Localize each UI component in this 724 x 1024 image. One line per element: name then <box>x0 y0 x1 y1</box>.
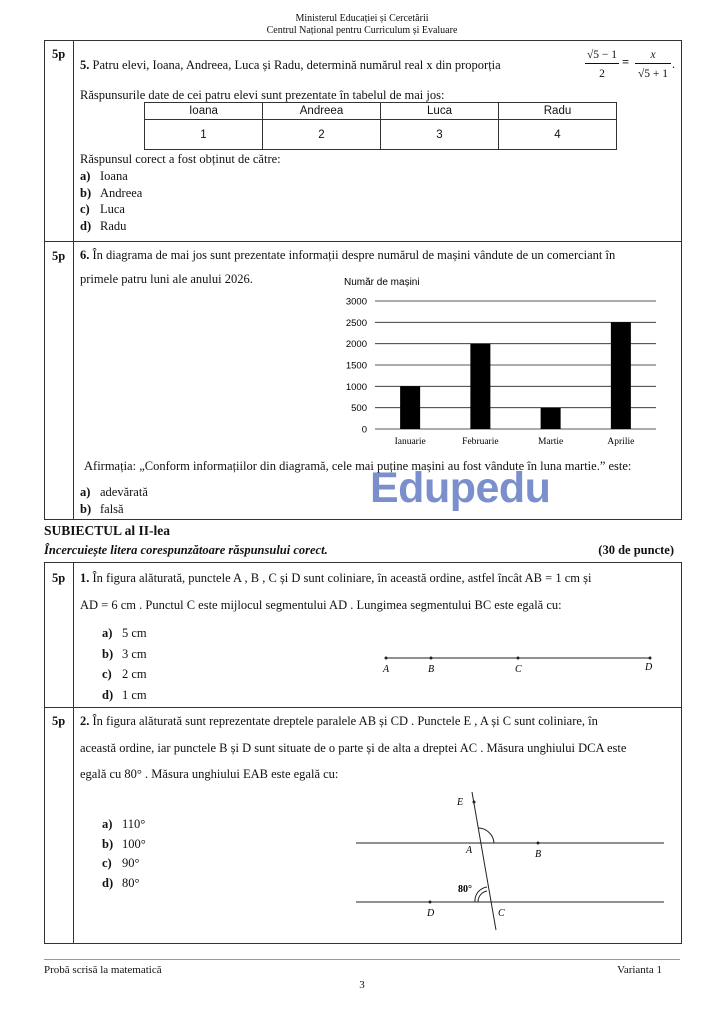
option-c[interactable]: c) Luca <box>80 202 125 216</box>
option-a[interactable]: a) 5 cm <box>102 626 147 640</box>
option-b[interactable]: b) 3 cm <box>102 646 147 661</box>
label-d: D <box>427 908 435 919</box>
q6-statement-line1: 6. În diagrama de mai jos sunt prezentate informații despre numărul de mașini vândute de un comerciant în <box>80 248 616 262</box>
collinear-points-figure <box>376 648 666 678</box>
y-tick-label: 2500 <box>345 317 367 329</box>
label-c: C <box>515 664 522 675</box>
s2q1-number: 1. <box>80 571 90 585</box>
table-cell: 1 <box>145 120 263 150</box>
point-b <box>430 657 433 660</box>
option-b[interactable]: b) 100° <box>102 836 146 851</box>
q5-number: 5. <box>80 58 90 72</box>
line-eac <box>472 792 496 930</box>
label-a: A <box>466 845 473 856</box>
angle-label: 80° <box>458 884 472 895</box>
label-b: B <box>428 664 435 675</box>
option-a[interactable]: a) adevărată <box>80 485 148 499</box>
q6-claim: Afirmația: „Conform informațiilor din diagramă, cele mai puține mașini au fost vândute în luna martie.” este: <box>84 459 632 473</box>
label-e: E <box>457 797 464 808</box>
label-c: C <box>498 908 505 919</box>
section-title: SUBIECTUL al II-lea <box>44 523 171 538</box>
table-header: Andreea <box>263 103 381 120</box>
label-d: D <box>645 662 653 673</box>
header-ministry: Ministerul Educației și Cercetării <box>295 13 429 24</box>
frac2-denominator: √5 + 1 <box>637 68 669 80</box>
point-d <box>429 901 432 904</box>
sales-bar-chart <box>330 272 670 452</box>
header-center: Centrul Național pentru Curriculum și Evaluare <box>266 25 458 36</box>
section-instruction: Încercuiește litera corespunzătoare răspunsului corect. <box>44 543 328 557</box>
q5-intro: Răspunsurile date de cei patru elevi sunt prezentate în tabelul de mai jos: <box>80 88 445 102</box>
bar-februarie <box>470 344 490 429</box>
option-d[interactable]: d) 80° <box>102 875 140 890</box>
s2q2-number: 2. <box>80 714 90 728</box>
table-cell: 2 <box>263 120 381 150</box>
q5-statement <box>80 57 580 73</box>
q5-options <box>80 168 142 234</box>
y-tick-label: 1000 <box>345 381 367 393</box>
q6-number: 6. <box>80 248 90 262</box>
table-header: Luca <box>381 103 499 120</box>
q6-options <box>80 484 148 517</box>
x-tick-label: Februarie <box>462 437 499 447</box>
y-tick-label: 0 <box>361 424 367 436</box>
y-tick-label: 500 <box>351 403 367 415</box>
option-c[interactable]: c) 2 cm <box>102 667 147 681</box>
q5-answers-table <box>144 102 617 150</box>
watermark-logo: Edupedu <box>370 464 551 512</box>
page-number: 3 <box>359 979 365 991</box>
q6-statement-line2: primele patru luni ale anului 2026. <box>80 272 253 286</box>
point-b <box>537 842 540 845</box>
parallel-lines-figure <box>350 790 670 935</box>
option-a[interactable]: a) 110° <box>102 817 146 831</box>
q6-score: 5p <box>52 249 66 263</box>
s2q1-line2: AD = 6 cm . Punctul C este mijlocul segmentului AD . Lungimea segmentului BC este egală cu: <box>80 598 562 612</box>
s2q2-score: 5p <box>52 714 66 728</box>
table-cell: 4 <box>499 120 617 150</box>
table-header: Radu <box>499 103 617 120</box>
table-header: Ioana <box>145 103 263 120</box>
label-b: B <box>535 849 542 860</box>
option-b[interactable]: b) falsă <box>80 501 124 516</box>
s2q2-options <box>102 815 146 893</box>
option-d[interactable]: d) 1 cm <box>102 687 147 702</box>
point-d <box>649 657 652 660</box>
option-a[interactable]: a) Ioana <box>80 169 128 183</box>
point-a <box>385 657 388 660</box>
s2q2-line1: 2. În figura alăturată sunt reprezentate dreptele paralele AB și CD . Punctele E , A și C sunt coliniare, în <box>80 714 598 728</box>
frac2-numerator: x <box>650 49 656 61</box>
q5-proportion: √5 − 1 2 = x √5 + 1 . <box>586 49 676 80</box>
x-tick-label: Martie <box>537 437 564 447</box>
s2q1-score: 5p <box>52 571 66 585</box>
bar-aprilie <box>611 322 631 429</box>
chart-ylabel: Număr de mașini <box>344 277 420 288</box>
q5-score: 5p <box>52 47 66 61</box>
s2q1-options <box>102 623 147 705</box>
frac1-denominator: 2 <box>599 68 605 80</box>
option-c[interactable]: c) 90° <box>102 856 140 870</box>
y-tick-label: 3000 <box>345 296 367 308</box>
s2q2-line3: egală cu 80° . Măsura unghiului EAB este egală cu: <box>80 767 339 781</box>
y-tick-label: 2000 <box>345 339 367 351</box>
option-d[interactable]: d) Radu <box>80 218 127 233</box>
section-points: (30 de puncte) <box>598 543 674 557</box>
s2q2-line2: această ordine, iar punctele B și D sunt situate de o parte și de alta a dreptei AC . Măsura unghiului DCA este <box>80 741 627 755</box>
s2q1-line1: 1. În figura alăturată, punctele A , B , C și D sunt coliniare, în această ordine, astfel încât AB = 1 cm și <box>80 571 592 585</box>
frac1-numerator: √5 − 1 <box>586 49 618 61</box>
x-tick-label: Ianuarie <box>394 437 426 447</box>
footer-right: Varianta 1 <box>617 964 662 976</box>
option-b[interactable]: b) Andreea <box>80 185 143 200</box>
y-tick-label: 1500 <box>345 360 367 372</box>
table-cell: 3 <box>381 120 499 150</box>
q5-question: Răspunsul corect a fost obținut de către: <box>80 152 281 166</box>
label-a: A <box>383 664 390 675</box>
x-tick-label: Aprilie <box>607 437 635 447</box>
point-c <box>517 657 520 660</box>
bar-ianuarie <box>400 386 420 429</box>
bar-martie <box>541 408 561 429</box>
q5-text: Patru elevi, Ioana, Andreea, Luca și Radu, determină numărul real x din proporția <box>92 58 501 72</box>
footer-left: Probă scrisă la matematică <box>44 964 162 976</box>
point-e <box>473 801 476 804</box>
